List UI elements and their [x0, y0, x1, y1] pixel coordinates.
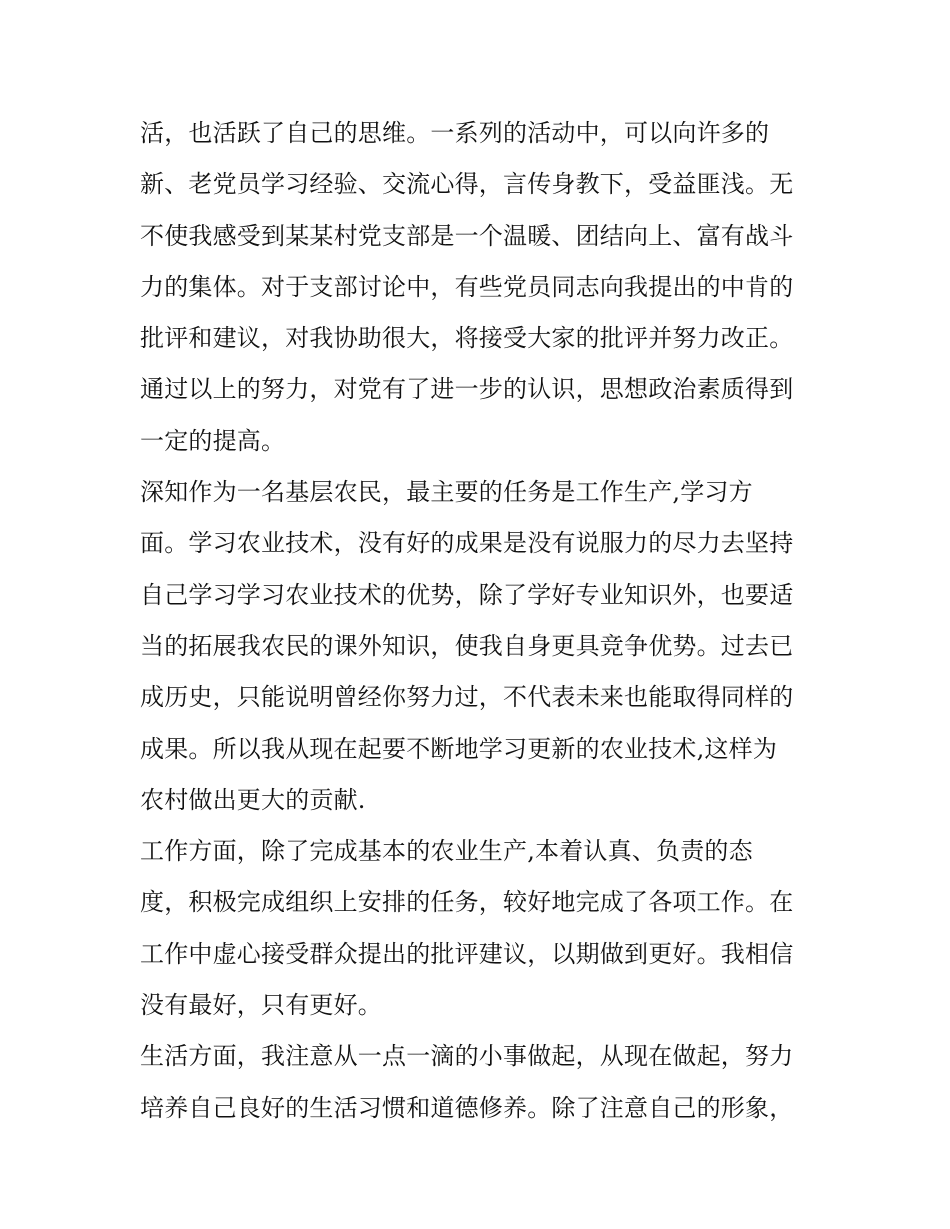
- text-line: 活，也活跃了自己的思维。一系列的活动中，可以向许多的: [140, 119, 770, 147]
- text-line: 培养自己良好的生活习惯和道德修养。除了注意自己的形象，: [140, 1093, 794, 1122]
- text-line: 不使我感受到某某村党支部是一个温暖、团结向上、富有战斗: [140, 221, 794, 250]
- text-line: 当的拓展我农民的课外知识，使我自身更具竞争优势。过去已: [140, 631, 794, 660]
- text-line: 农村做出更大的贡献.: [140, 785, 366, 814]
- text-line: 成历史，只能说明曾经你努力过，不代表未来也能取得同样的: [140, 683, 794, 712]
- text-line: 面。学习农业技术，没有好的成果是没有说服力的尽力去坚持: [140, 529, 794, 558]
- text-line: 力的集体。对于支部讨论中，有些党员同志向我提出的中肯的: [140, 272, 794, 301]
- text-line: 度，积极完成组织上安排的任务，较好地完成了各项工作。在: [140, 888, 794, 917]
- text-line: 批评和建议，对我协助很大，将接受大家的批评并努力改正。: [140, 324, 794, 353]
- body-text: [140, 108, 820, 1134]
- text-line: 生活方面，我注意从一点一滴的小事做起，从现在做起，努力: [140, 1042, 794, 1071]
- text-line: 工作中虚心接受群众提出的批评建议，以期做到更好。我相信: [140, 939, 794, 968]
- text-line: 一定的提高。: [140, 426, 286, 455]
- text-line: 成果。所以我从现在起要不断地学习更新的农业技术,这样为: [140, 734, 778, 763]
- text-line: 没有最好，只有更好。: [140, 991, 382, 1020]
- text-line: 通过以上的努力，对党有了进一步的认识，思想政治素质得到: [140, 375, 794, 404]
- text-line: 自己学习学习农业技术的优势，除了学好专业知识外，也要适: [140, 580, 794, 609]
- text-line: 工作方面，除了完成基本的农业生产,本着认真、负责的态: [140, 837, 753, 866]
- text-line: 深知作为一名基层农民，最主要的任务是工作生产,学习方: [140, 478, 753, 507]
- text-line: 新、老党员学习经验、交流心得，言传身教下，受益匪浅。无: [140, 170, 794, 199]
